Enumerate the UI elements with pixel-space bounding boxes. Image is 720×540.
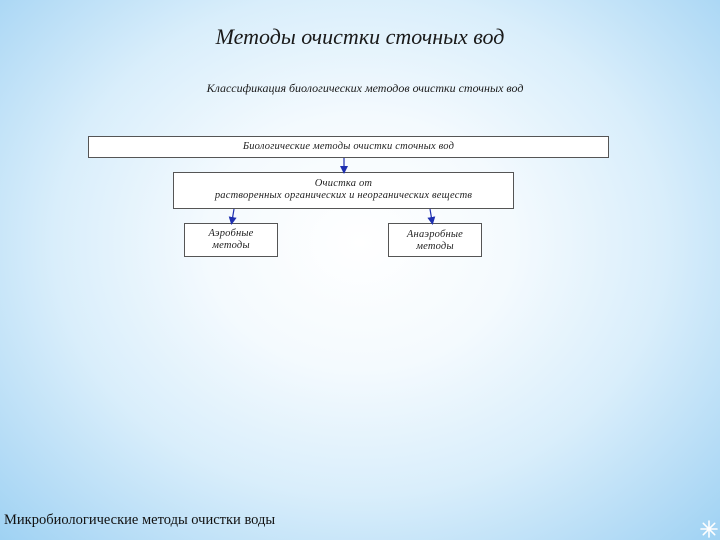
diagram-subtitle: Классификация биологических методов очистки сточных вод xyxy=(206,81,524,95)
box-aerobic-methods xyxy=(184,223,278,257)
box-anaerobic-methods xyxy=(388,223,482,257)
slide-footer: Микробиологические методы очистки воды xyxy=(4,512,276,528)
box-biological-methods-label: Биологические методы очистки сточных вод xyxy=(242,141,455,152)
box-anaerobic-line2: методы xyxy=(416,241,454,252)
box-anaerobic-line1: Анаэробные xyxy=(406,229,464,240)
box-dissolved-line2: растворенных органических и неорганических веществ xyxy=(214,190,473,201)
box-aerobic-line1: Аэробные xyxy=(208,228,254,239)
arrow-middle-to-aerobic xyxy=(232,209,234,221)
box-aerobic-line2: методы xyxy=(212,240,250,251)
box-biological-methods xyxy=(88,136,609,158)
box-dissolved-substances xyxy=(173,172,514,209)
arrow-middle-to-anaerobic xyxy=(430,209,432,221)
slide-title: Методы очистки сточных вод xyxy=(215,24,505,49)
box-dissolved-line1: Очистка от xyxy=(314,178,373,189)
star-icon xyxy=(700,520,718,538)
